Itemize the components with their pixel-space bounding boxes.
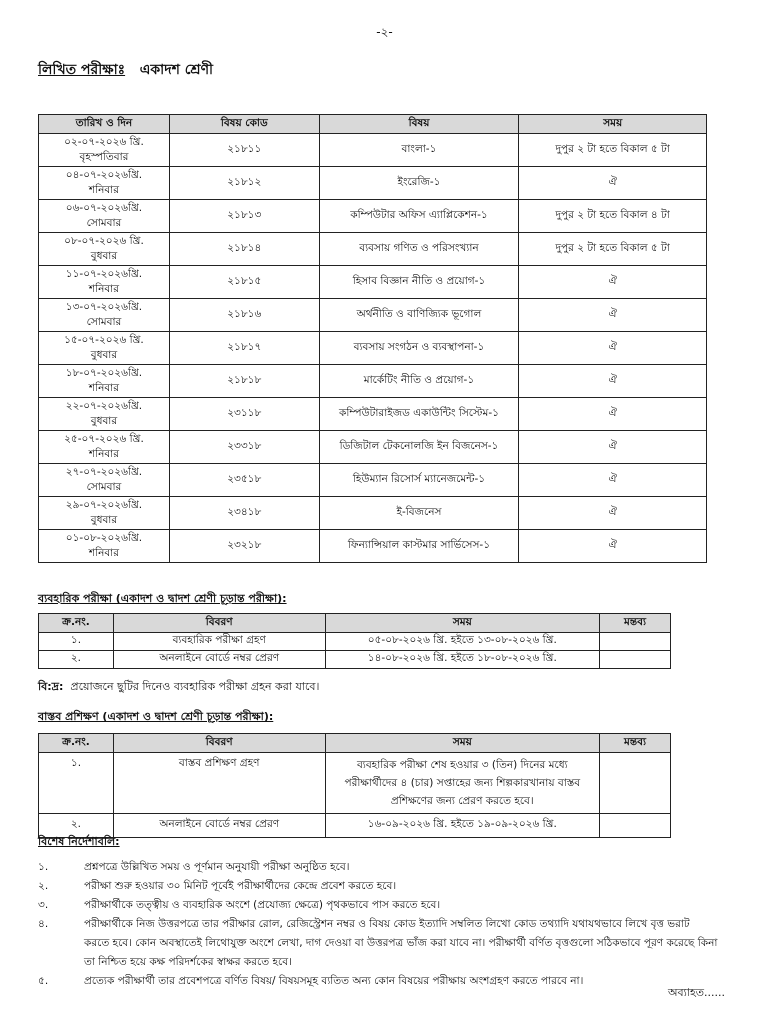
table-row [39, 365, 707, 398]
row-date-text: ০৬-০৭-২০২৬খ্রি. [65, 202, 143, 214]
row-time: ঐ [519, 365, 707, 398]
training-table [38, 733, 671, 838]
training-title: বাস্তব প্রশিক্ষণ (একাদশ ও দ্বাদশ শ্রেণী চূড়ান্ত পরীক্ষা): [38, 710, 274, 723]
row-date [39, 200, 170, 233]
row-time: দুপুর ২ টা হতে বিকাল ৫ টা [519, 134, 707, 167]
row-date-text: ২২-০৭-২০২৬খ্রি. [65, 400, 143, 412]
row-time: দুপুর ২ টা হতে বিকাল ৫ টা [519, 233, 707, 266]
table-header-row [39, 614, 671, 633]
row-code: ২৩৫১৮ [169, 464, 319, 497]
header-desc: বিবরণ [113, 734, 325, 753]
row-time: ঐ [519, 332, 707, 365]
note-label: বি:দ্র: [38, 680, 64, 693]
row-num: ২. [39, 651, 114, 669]
instruction-number: ৩. [38, 899, 49, 911]
row-subject: অর্থনীতি ও বাণিজ্যিক ভূগোল [319, 299, 519, 332]
table-row [39, 134, 707, 167]
row-code: ২৩৪১৮ [169, 497, 319, 530]
header-num: ক্র.নং. [39, 614, 114, 633]
table-row [39, 464, 707, 497]
table-row [39, 753, 671, 814]
instruction-text: পরীক্ষা শুরু হওয়ার ৩০ মিনিট পূর্বেই পরীক্ষার্থীদের কেন্দ্রে প্রবেশ করতে হবে। [84, 880, 397, 892]
row-code: ২১৮১২ [169, 167, 319, 200]
table-row [39, 200, 707, 233]
row-day: শনিবার [88, 283, 120, 295]
header-subject: বিষয় [319, 115, 519, 134]
row-date [39, 497, 170, 530]
header-date: তারিখ ও দিন [39, 115, 170, 134]
table-row [39, 398, 707, 431]
row-subject: ইংরেজি-১ [319, 167, 519, 200]
row-date-text: ০২-০৭-২০২৬ খ্রি. [64, 136, 144, 148]
row-time: ব্যবহারিক পরীক্ষা শেষ হওয়ার ৩ (তিন) দিনের মধ্যে পরীক্ষার্থীদের ৪ (চার) সপ্তাহের জন্য শিল্পকারখানায় বাস্তব প্রশিক্ষণের জন্য প্রেরণ করতে হবে। [325, 753, 600, 814]
row-date-text: ১৫-০৭-২০২৬ খ্রি. [64, 334, 144, 346]
row-subject: হিসাব বিজ্ঞান নীতি ও প্রয়োগ-১ [319, 266, 519, 299]
row-date [39, 464, 170, 497]
row-date-text: ০১-০৮-২০২৬খ্রি. [65, 532, 143, 544]
row-desc: অনলাইনে বোর্ডে নম্বর প্রেরণ [113, 814, 325, 838]
row-code: ২৩২১৮ [169, 530, 319, 563]
note [38, 678, 319, 697]
row-day: শনিবার [88, 448, 120, 460]
table-row [39, 530, 707, 563]
row-date-text: ২৭-০৭-২০২৬খ্রি. [65, 466, 143, 478]
instruction-text: পরীক্ষার্থীকে তত্ত্বীয় ও ব্যবহারিক অংশে (প্রযোজ্য ক্ষেত্রে) পৃথকভাবে পাস করতে হবে। [84, 899, 441, 911]
table-header-row [39, 734, 671, 753]
row-date [39, 398, 170, 431]
table-row [39, 814, 671, 838]
row-subject: মার্কেটিং নীতি ও প্রয়োগ-১ [319, 365, 519, 398]
row-code: ২১৮১৩ [169, 200, 319, 233]
row-subject: ফিন্যান্সিয়াল কাস্টমার সার্ভিসেস-১ [319, 530, 519, 563]
row-code: ২১৮১৮ [169, 365, 319, 398]
row-time: ১৬-০৯-২০২৬ খ্রি. হইতে ১৯-০৯-২০২৬ খ্রি. [325, 814, 600, 838]
header-time: সময় [519, 115, 707, 134]
row-date [39, 134, 170, 167]
row-code: ২৩১১৮ [169, 398, 319, 431]
row-subject: হিউম্যান রিসোর্স ম্যানেজমেন্ট-১ [319, 464, 519, 497]
row-day: বুধবার [90, 349, 118, 361]
instruction-number: ৫. [38, 975, 49, 987]
row-date [39, 299, 170, 332]
row-subject: ডিজিটাল টেকনোলজি ইন বিজনেস-১ [319, 431, 519, 464]
row-subject: কম্পিউটার অফিস এ্যাপ্লিকেশন-১ [319, 200, 519, 233]
row-date [39, 167, 170, 200]
row-time: ঐ [519, 530, 707, 563]
page-title [38, 58, 213, 82]
row-desc: ব্যবহারিক পরীক্ষা গ্রহণ [113, 633, 325, 651]
row-date-text: ০৮-০৭-২০২৬ খ্রি. [64, 235, 144, 247]
instruction-text: পরীক্ষার্থীকে নিজ উত্তরপত্রে তার পরীক্ষার রোল, রেজিস্ট্রেশন নম্বর ও বিষয় কোড ইত্যাদি সম্বলিত লিখো কোড তথ্যাদি যথাযথভাবে লিখে বৃত্ত ভরাট করতে হবে। কোন অবস্থাতেই লিথোযুক্ত অংশে লেখা, দাগ দেওয়া বা উত্তরপত্র ভাঁজ করা যাবে না। পরীক্ষার্থী বর্ণিত বৃত্তগুলো সঠিকভাবে পূরণ করেছে কিনা তা নিশ্চিত হয়ে কক্ষ পরিদর্শকের স্বাক্ষর করতে হবে। [84, 918, 718, 968]
row-date [39, 332, 170, 365]
exam-schedule-table [38, 114, 707, 563]
row-code: ২১৮১৭ [169, 332, 319, 365]
row-day: শনিবার [88, 547, 120, 559]
row-date [39, 431, 170, 464]
row-code: ২১৮১৬ [169, 299, 319, 332]
row-time: ঐ [519, 431, 707, 464]
row-code: ২৩৩১৮ [169, 431, 319, 464]
row-time: ০৫-০৮-২০২৬ খ্রি. হইতে ১৩-০৮-২০২৬ খ্রি. [325, 633, 600, 651]
table-row [39, 266, 707, 299]
note-text: প্রয়োজনে ছুটির দিনেও ব্যবহারিক পরীক্ষা গ্রহন করা যাবে। [70, 680, 320, 693]
row-date-text: ১৩-০৭-২০২৬খ্রি. [65, 301, 143, 313]
table-row [39, 233, 707, 266]
title-label: লিখিত পরীক্ষাঃ [38, 62, 126, 78]
row-time: ঐ [519, 497, 707, 530]
header-code: বিষয় কোড [169, 115, 319, 134]
row-time: ঐ [519, 167, 707, 200]
instruction-item [38, 877, 718, 896]
instruction-number: ৪. [38, 918, 49, 930]
row-day: শনিবার [88, 184, 120, 196]
instruction-text: প্রশ্নপত্রে উল্লিখিত সময় ও পূর্ণমান অনুযায়ী পরীক্ষা অনুষ্ঠিত হবে। [84, 861, 350, 873]
row-time: ১৪-০৮-২০২৬ খ্রি. হইতে ১৮-০৮-২০২৬ খ্রি. [325, 651, 600, 669]
header-remark: মন্তব্য [600, 614, 671, 633]
header-remark: মন্তব্য [600, 734, 671, 753]
row-subject: ব্যবসায় গণিত ও পরিসংখ্যান [319, 233, 519, 266]
instruction-number: ১. [38, 861, 49, 873]
row-day: শনিবার [88, 382, 120, 394]
row-date [39, 530, 170, 563]
row-date [39, 365, 170, 398]
row-date [39, 266, 170, 299]
row-day: বুধবার [90, 250, 118, 262]
row-num: ১. [39, 633, 114, 651]
header-desc: বিবরণ [113, 614, 325, 633]
row-remark [600, 651, 671, 669]
row-date-text: ২৫-০৭-২০২৬ খ্রি. [64, 433, 144, 445]
page-number: -২- [376, 25, 393, 39]
row-code: ২১৮১৫ [169, 266, 319, 299]
instruction-item [38, 915, 718, 972]
instructions-title: বিশেষ নির্দেশাবলি: [38, 835, 120, 848]
practical-title: ব্যবহারিক পরীক্ষা (একাদশ ও দ্বাদশ শ্রেণী চূড়ান্ত পরীক্ষা): [38, 592, 287, 605]
instruction-number: ২. [38, 880, 49, 892]
instruction-item [38, 858, 718, 877]
row-subject: ই-বিজনেস [319, 497, 519, 530]
row-date-text: ১৮-০৭-২০২৬খ্রি. [65, 367, 143, 379]
row-subject: কম্পিউটারাইজড একাউন্টিং সিস্টেম-১ [319, 398, 519, 431]
table-row [39, 497, 707, 530]
row-desc: অনলাইনে বোর্ডে নম্বর প্রেরণ [113, 651, 325, 669]
row-time: ঐ [519, 464, 707, 497]
row-desc: বাস্তব প্রশিক্ষণ গ্রহণ [113, 753, 325, 814]
table-row [39, 431, 707, 464]
row-code: ২১৮১৪ [169, 233, 319, 266]
table-header-row [39, 115, 707, 134]
row-num: ১. [39, 753, 114, 814]
row-date-text: ২৯-০৭-২০২৬খ্রি. [65, 499, 143, 511]
instruction-item [38, 972, 718, 991]
row-time: ঐ [519, 299, 707, 332]
row-day: বুধবার [90, 514, 118, 526]
instruction-item [38, 896, 718, 915]
table-row [39, 651, 671, 669]
row-date-text: ০৪-০৭-২০২৬খ্রি. [65, 169, 143, 181]
row-day: বৃহস্পতিবার [79, 151, 129, 163]
row-num: ২. [39, 814, 114, 838]
row-date [39, 233, 170, 266]
row-day: সোমবার [86, 481, 122, 493]
instruction-text: প্রত্যেক পরীক্ষার্থী তার প্রবেশপত্রে বর্ণিত বিষয়/ বিষয়সমূহ ব্যতিত অন্য কোন বিষয়ের পরীক্ষায় অংশগ্রহণ করতে পারবে না। [84, 975, 584, 987]
title-class: একাদশ শ্রেণী [139, 62, 214, 78]
row-time: দুপুর ২ টা হতে বিকাল ৪ টা [519, 200, 707, 233]
row-remark [600, 633, 671, 651]
table-row [39, 167, 707, 200]
row-subject: বাংলা-১ [319, 134, 519, 167]
row-time: ঐ [519, 266, 707, 299]
header-num: ক্র.নং. [39, 734, 114, 753]
row-code: ২১৮১১ [169, 134, 319, 167]
row-remark [600, 814, 671, 838]
header-time: সময় [325, 614, 600, 633]
table-row [39, 299, 707, 332]
table-row [39, 332, 707, 365]
table-row [39, 633, 671, 651]
row-remark [600, 753, 671, 814]
row-subject: ব্যবসায় সংগঠন ও ব্যবস্থাপনা-১ [319, 332, 519, 365]
row-time: ঐ [519, 398, 707, 431]
row-day: সোমবার [86, 217, 122, 229]
row-day: বুধবার [90, 415, 118, 427]
header-time: সময় [325, 734, 600, 753]
instructions-list [38, 858, 718, 991]
row-date-text: ১১-০৭-২০২৬খ্রি. [65, 268, 143, 280]
row-day: সোমবার [86, 316, 122, 328]
continued-label: অব্যাহত...... [667, 986, 725, 999]
practical-table [38, 613, 671, 669]
